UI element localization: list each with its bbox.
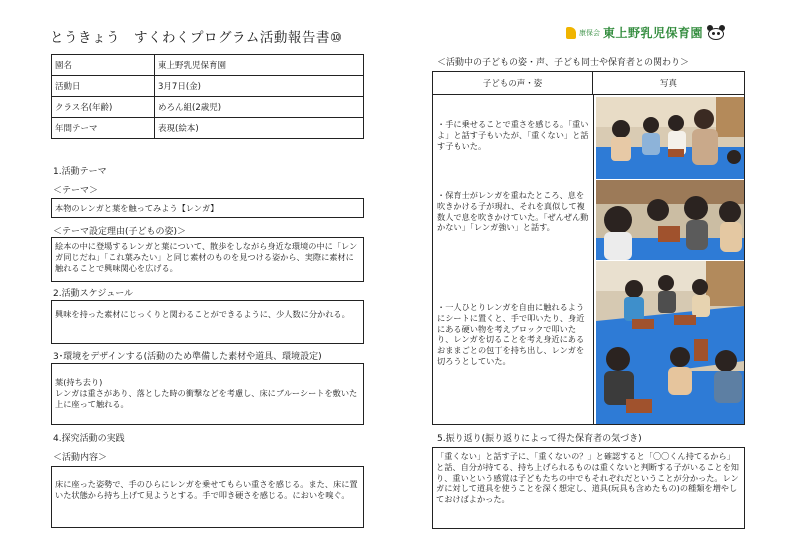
practice-box: 床に座った姿勢で、手のひらにレンガを乗せてもらい重さを感じる。また、床に置いた状態から持ち上げて見ようとする。手で叩き硬さを感じる。においを嗅ぐ。: [51, 466, 364, 528]
info-row: 園名 東上野乳児保育園: [52, 55, 364, 76]
theme-label: ＜テーマ＞: [53, 186, 99, 196]
voice-column-header: 子どもの声・姿: [433, 72, 593, 94]
photo-children-blowing-on-bricks: [596, 180, 744, 260]
info-row: クラス名(年齢) めろん組(2歳児): [52, 97, 364, 118]
environment-line1: 葉(持ち去り): [55, 377, 103, 387]
environment-box: [51, 363, 364, 425]
observation-voice: ・手に乗せることで重さを感じる。「重いよ」と話す子もいたが、「重くない」と話す子もいた。: [437, 119, 589, 151]
content-label: ＜活動内容＞: [53, 453, 108, 463]
section5-heading: 5.振り返り(振り返りによって得た保育者の気づき): [437, 434, 642, 444]
observation-table: [432, 71, 745, 425]
reflection-box: 「重くない」と話す子に、「重くないの？」と確認すると「〇〇くん持てるから」と話、自分が持てる、持ち上げられるものは重くないと判断する子がいることを知り、重いという感覚は子どもたちの中でもそれぞれだということが分かった。レンガに対して道具を使うことを深く想定し、道具(玩具も含めたもの)の種類を増やしておけばよかった。: [432, 447, 745, 529]
photo-column-header: 写真: [659, 79, 677, 89]
reason-box: 絵本の中に登場するレンガと葉について、散歩をしながら身近な環境の中に「レンガ同じだね」「これ葉みたい」と同じ素材のものを見つける姿から、実際に素材に触れることで興味関心を広げる。: [51, 237, 364, 282]
panda-icon: [706, 25, 726, 41]
observation-heading: ＜活動中の子どもの姿・声、子ども同士や保育者との関わり＞: [437, 58, 690, 68]
nursery-logo: [566, 24, 726, 41]
info-table: [51, 54, 364, 139]
logo-mark-icon: [566, 27, 576, 39]
section2-heading: 2.活動スケジュール: [53, 289, 134, 299]
info-row: 年間テーマ 表現(絵本): [52, 118, 364, 139]
section4-heading: 4.探究活動の実践: [53, 434, 125, 444]
reason-label: ＜テーマ設定理由(子どもの姿)＞: [53, 227, 187, 237]
schedule-box: 興味を持った素材にじっくりと関わることができるように、少人数に分かれる。: [51, 300, 364, 344]
observation-voice: ・一人ひとりレンガを自由に触れるようにシートに置くと、手で叩いたり、身近にある硬い物を考えブロックで叩いたり、レンガを切ることを考え身近にあるおままごとの包丁を持ち出し、レンガを切ろうとしていた。: [437, 302, 585, 366]
theme-box: 本物のレンガと葉を触ってみよう【レンガ】: [51, 198, 364, 218]
logo-name: 東上野乳児保育園: [603, 26, 704, 40]
section1-heading: 1.活動テーマ: [53, 167, 107, 177]
section3-heading: 3･環境をデザインする(活動のため準備した素材や道具、環境設定): [53, 352, 322, 362]
page-title: とうきょう すくわくプログラム活動報告書⑩: [50, 30, 343, 46]
photo-children-holding-brick: [596, 97, 744, 179]
info-row: 活動日 3月7日(金): [52, 76, 364, 97]
logo-subtitle: 康保会: [579, 28, 600, 37]
observation-voice: ・保育士がレンガを重ねたところ、息を吹きかける子が現れ、それを真似して複数人で息を吹きかけていた。「ぜんぜん動かない」「レンガ強い」と話す。: [437, 190, 589, 233]
environment-text: レンガは重さがあり、落とした時の衝撃などを考慮し、床にブルーシートを敷いた上に座って触れる。: [55, 388, 358, 409]
photo-children-tapping-bricks: [596, 261, 744, 424]
